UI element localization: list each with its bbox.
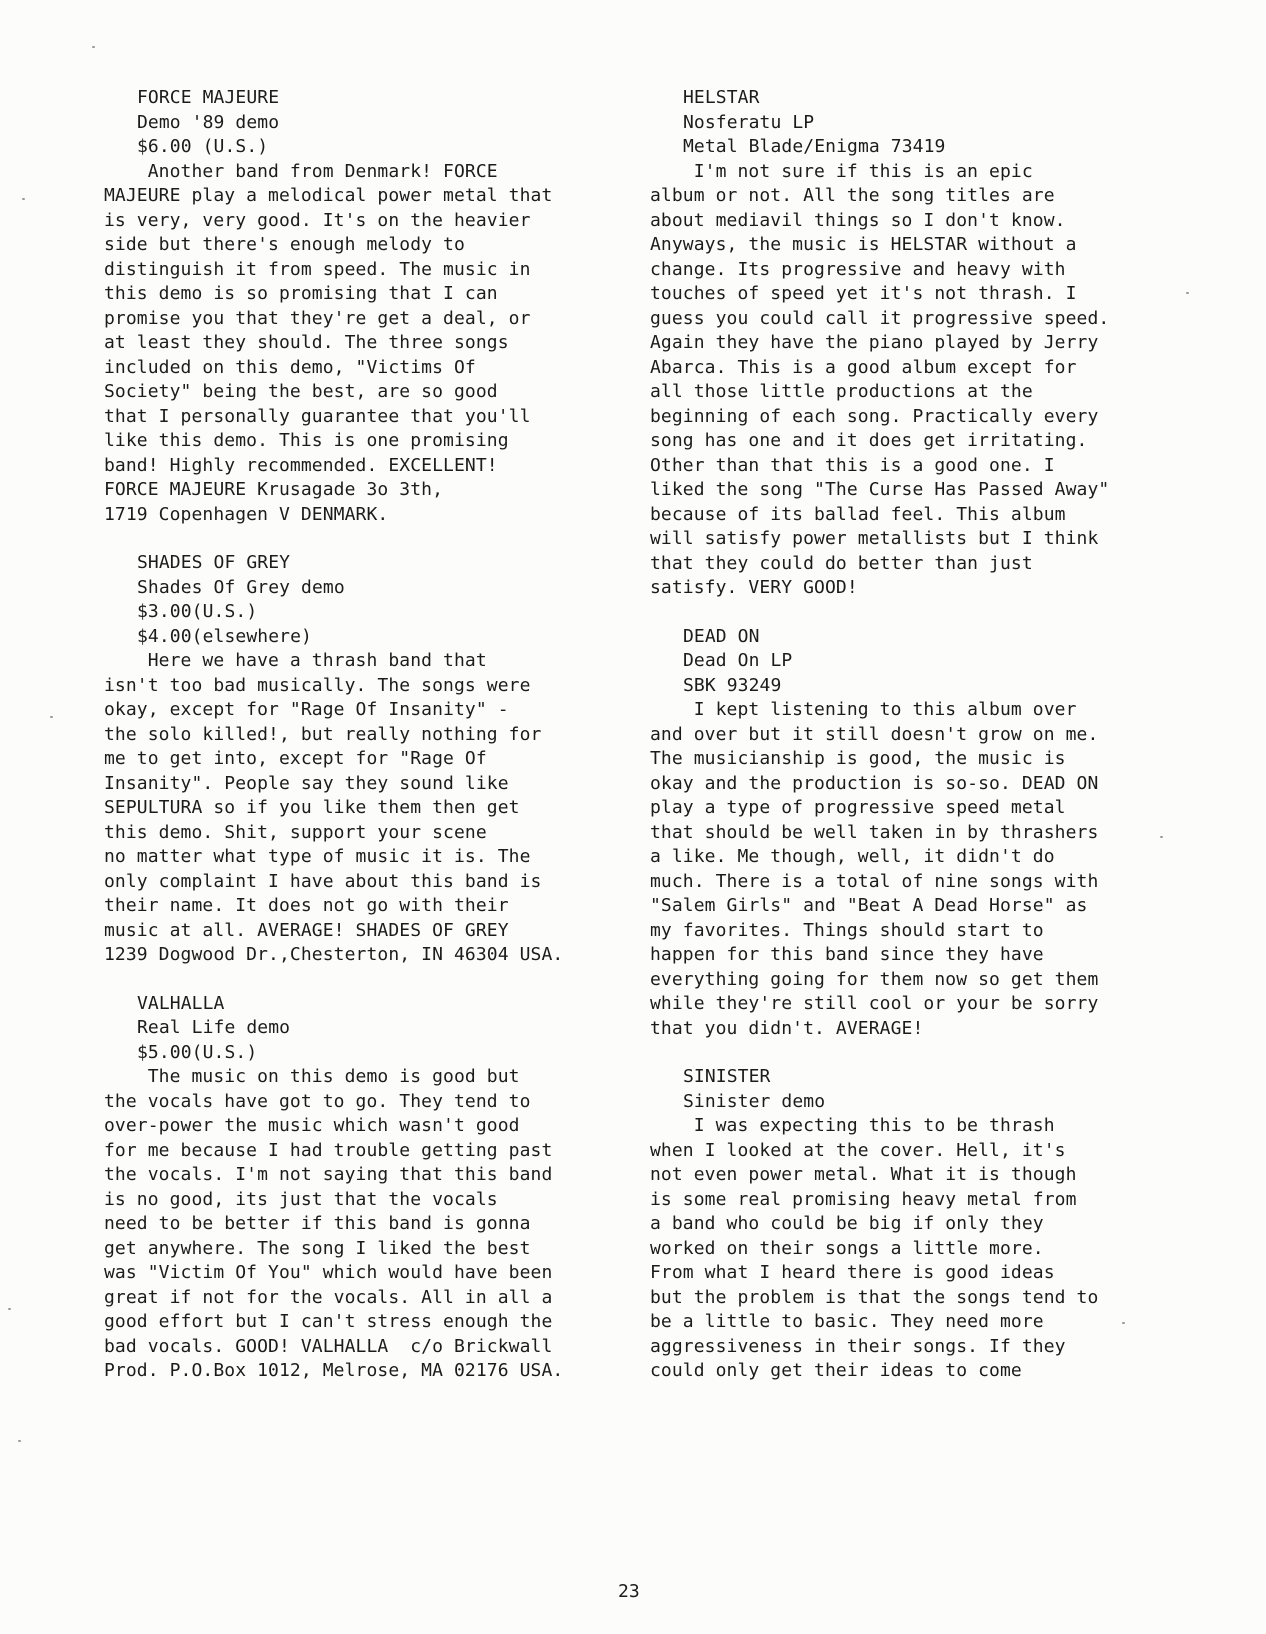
review-right-2: [650, 1065, 1190, 1384]
review-text-line: The music on this demo is good but: [104, 1066, 520, 1087]
review-text-line: about mediavil things so I don't know.: [650, 209, 1066, 231]
review-release-info: $6.00 (U.S.): [137, 136, 269, 157]
review-text-line: the solo killed!, but really nothing for: [104, 723, 542, 745]
review-text-line: Another band from Denmark! FORCE: [104, 160, 498, 182]
review-text-line: Anyways, the music is HELSTAR without a: [650, 234, 1077, 255]
paper-speck: [1122, 1322, 1125, 1324]
paper-speck: [22, 198, 25, 200]
review-text-line: Insanity". People say they sound like: [104, 772, 509, 794]
review-text-line: Other than that this is a good one. I: [650, 454, 1055, 476]
review-text-line: Prod. P.O.Box 1012, Melrose, MA 02176 USA.: [104, 1360, 564, 1381]
review-text-line: song has one and it does get irritating.: [650, 430, 1088, 451]
review-text-line: I kept listening to this album over: [650, 699, 1077, 720]
page-number: 23: [618, 1581, 640, 1602]
review-band-name: FORCE MAJEURE: [137, 87, 280, 108]
review-left-1: [104, 551, 624, 968]
review-text-line: because of its ballad feel. This album: [650, 503, 1066, 525]
review-release-info: Metal Blade/Enigma 73419: [683, 136, 946, 157]
review-text-line: not even power metal. What it is though: [650, 1164, 1077, 1185]
paper-speck: [8, 1308, 11, 1310]
review-text-line: bad vocals. GOOD! VALHALLA c/o Brickwall: [104, 1335, 553, 1357]
review-text-line: promise you that they're get a deal, or: [104, 307, 531, 329]
review-text-line: was "Victim Of You" which would have been: [104, 1262, 553, 1283]
review-text-line: that should be well taken in by thrashers: [650, 821, 1099, 843]
review-text-line: Abarca. This is a good album except for: [650, 356, 1077, 378]
review-text-line: only complaint I have about this band is: [104, 870, 542, 892]
review-text-line: music at all. AVERAGE! SHADES OF GREY: [104, 919, 509, 941]
review-text-line: at least they should. The three songs: [104, 332, 509, 353]
review-text-line: all those little productions at the: [650, 381, 1033, 402]
review-text-line: I was expecting this to be thrash: [650, 1115, 1055, 1136]
review-text-line: is some real promising heavy metal from: [650, 1188, 1077, 1210]
review-text-line: included on this demo, "Victims Of: [104, 356, 476, 378]
review-text-line: when I looked at the cover. Hell, it's: [650, 1139, 1066, 1161]
paper-speck: [1186, 292, 1189, 294]
review-text-line: From what I heard there is good ideas: [650, 1262, 1055, 1283]
review-release-info: $4.00(elsewhere): [137, 625, 312, 647]
review-text-line: that I personally guarantee that you'll: [104, 405, 531, 427]
review-text-line: the vocals have got to go. They tend to: [104, 1090, 531, 1112]
review-band-name: HELSTAR: [683, 87, 760, 108]
review-text-line: the vocals. I'm not saying that this band: [104, 1164, 553, 1185]
paper-speck: [50, 716, 53, 718]
review-text-line: I'm not sure if this is an epic: [650, 160, 1033, 182]
review-text-line: that you didn't. AVERAGE!: [650, 1017, 924, 1039]
review-text-line: is no good, its just that the vocals: [104, 1188, 498, 1210]
paper-speck: [18, 1440, 21, 1442]
review-release-info: Sinister demo: [683, 1090, 826, 1112]
review-text-line: change. Its progressive and heavy with: [650, 258, 1066, 280]
paper-speck: [1160, 836, 1163, 838]
review-text-line: and over but it still doesn't grow on me.: [650, 723, 1099, 745]
review-release-info: $3.00(U.S.): [137, 601, 258, 622]
review-text-line: for me because I had trouble getting past: [104, 1139, 553, 1161]
review-text-line: album or not. All the song titles are: [650, 185, 1055, 206]
review-text-line: their name. It does not go with their: [104, 895, 509, 916]
review-release-info: Demo '89 demo: [137, 111, 280, 133]
review-text-line: touches of speed yet it's not thrash. I: [650, 283, 1077, 304]
review-text-line: play a type of progressive speed metal: [650, 797, 1066, 818]
review-band-name: DEAD ON: [683, 625, 760, 647]
review-text-line: happen for this band since they have: [650, 944, 1044, 965]
review-text-line: me to get into, except for "Rage Of: [104, 748, 487, 769]
review-text-line: everything going for them now so get them: [650, 968, 1099, 990]
review-text-line: be a little to basic. They need more: [650, 1311, 1044, 1332]
review-text-line: like this demo. This is one promising: [104, 430, 509, 451]
review-release-info: Shades Of Grey demo: [137, 576, 345, 598]
review-text-line: that they could do better than just: [650, 552, 1033, 574]
review-text-line: distinguish it from speed. The music in: [104, 258, 531, 280]
review-text-line: while they're still cool or your be sorry: [650, 993, 1099, 1014]
review-text-line: 1239 Dogwood Dr.,Chesterton, IN 46304 USA.: [104, 944, 564, 965]
review-text-line: side but there's enough melody to: [104, 234, 465, 255]
review-text-line: worked on their songs a little more.: [650, 1237, 1044, 1259]
review-text-line: MAJEURE play a melodical power metal that: [104, 185, 553, 206]
review-text-line: great if not for the vocals. All in all a: [104, 1286, 553, 1308]
review-text-line: need to be better if this band is gonna: [104, 1213, 531, 1234]
review-text-line: much. There is a total of nine songs with: [650, 870, 1099, 892]
review-left-2: [104, 992, 624, 1384]
review-text-line: okay, except for "Rage Of Insanity" -: [104, 699, 509, 720]
right-column: [650, 86, 1190, 1408]
review-text-line: could only get their ideas to come: [650, 1360, 1022, 1381]
review-text-line: a like. Me though, well, it didn't do: [650, 846, 1055, 867]
review-release-info: SBK 93249: [683, 674, 782, 696]
review-text-line: guess you could call it progressive speed.: [650, 307, 1110, 329]
review-text-line: Again they have the piano played by Jerry: [650, 332, 1099, 353]
review-text-line: SEPULTURA so if you like them then get: [104, 797, 520, 818]
review-right-0: [650, 86, 1190, 601]
review-text-line: this demo is so promising that I can: [104, 283, 498, 304]
review-text-line: a band who could be big if only they: [650, 1213, 1044, 1234]
review-text-line: Society" being the best, are so good: [104, 381, 498, 402]
review-band-name: SINISTER: [683, 1066, 771, 1087]
review-text-line: but the problem is that the songs tend to: [650, 1286, 1099, 1308]
review-text-line: is very, very good. It's on the heavier: [104, 209, 531, 231]
review-text-line: okay and the production is so-so. DEAD ON: [650, 772, 1099, 794]
review-text-line: The musicianship is good, the music is: [650, 748, 1066, 769]
review-right-1: [650, 625, 1190, 1042]
review-text-line: beginning of each song. Practically every: [650, 405, 1099, 427]
review-release-info: Dead On LP: [683, 650, 793, 671]
paper-speck: [92, 46, 95, 48]
review-band-name: VALHALLA: [137, 992, 225, 1014]
review-text-line: this demo. Shit, support your scene: [104, 821, 487, 843]
review-release-info: Real Life demo: [137, 1017, 291, 1038]
review-text-line: "Salem Girls" and "Beat A Dead Horse" as: [650, 895, 1088, 916]
review-band-name: SHADES OF GREY: [137, 552, 291, 573]
review-text-line: satisfy. VERY GOOD!: [650, 577, 858, 598]
review-left-0: [104, 86, 624, 527]
review-text-line: 1719 Copenhagen V DENMARK.: [104, 503, 389, 525]
review-release-info: Nosferatu LP: [683, 111, 815, 133]
review-text-line: aggressiveness in their songs. If they: [650, 1335, 1066, 1357]
review-release-info: $5.00(U.S.): [137, 1041, 258, 1063]
review-text-line: Here we have a thrash band that: [104, 650, 487, 671]
review-text-line: liked the song "The Curse Has Passed Away": [650, 479, 1110, 500]
review-text-line: will satisfy power metallists but I think: [650, 528, 1099, 549]
review-text-line: over-power the music which wasn't good: [104, 1115, 520, 1136]
review-text-line: isn't too bad musically. The songs were: [104, 674, 531, 696]
review-text-line: FORCE MAJEURE Krusagade 3o 3th,: [104, 479, 444, 500]
review-text-line: no matter what type of music it is. The: [104, 846, 531, 867]
review-text-line: band! Highly recommended. EXCELLENT!: [104, 454, 498, 476]
review-text-line: good effort but I can't stress enough the: [104, 1311, 553, 1332]
review-text-line: get anywhere. The song I liked the best: [104, 1237, 531, 1259]
left-column: [104, 86, 624, 1408]
review-text-line: my favorites. Things should start to: [650, 919, 1044, 941]
